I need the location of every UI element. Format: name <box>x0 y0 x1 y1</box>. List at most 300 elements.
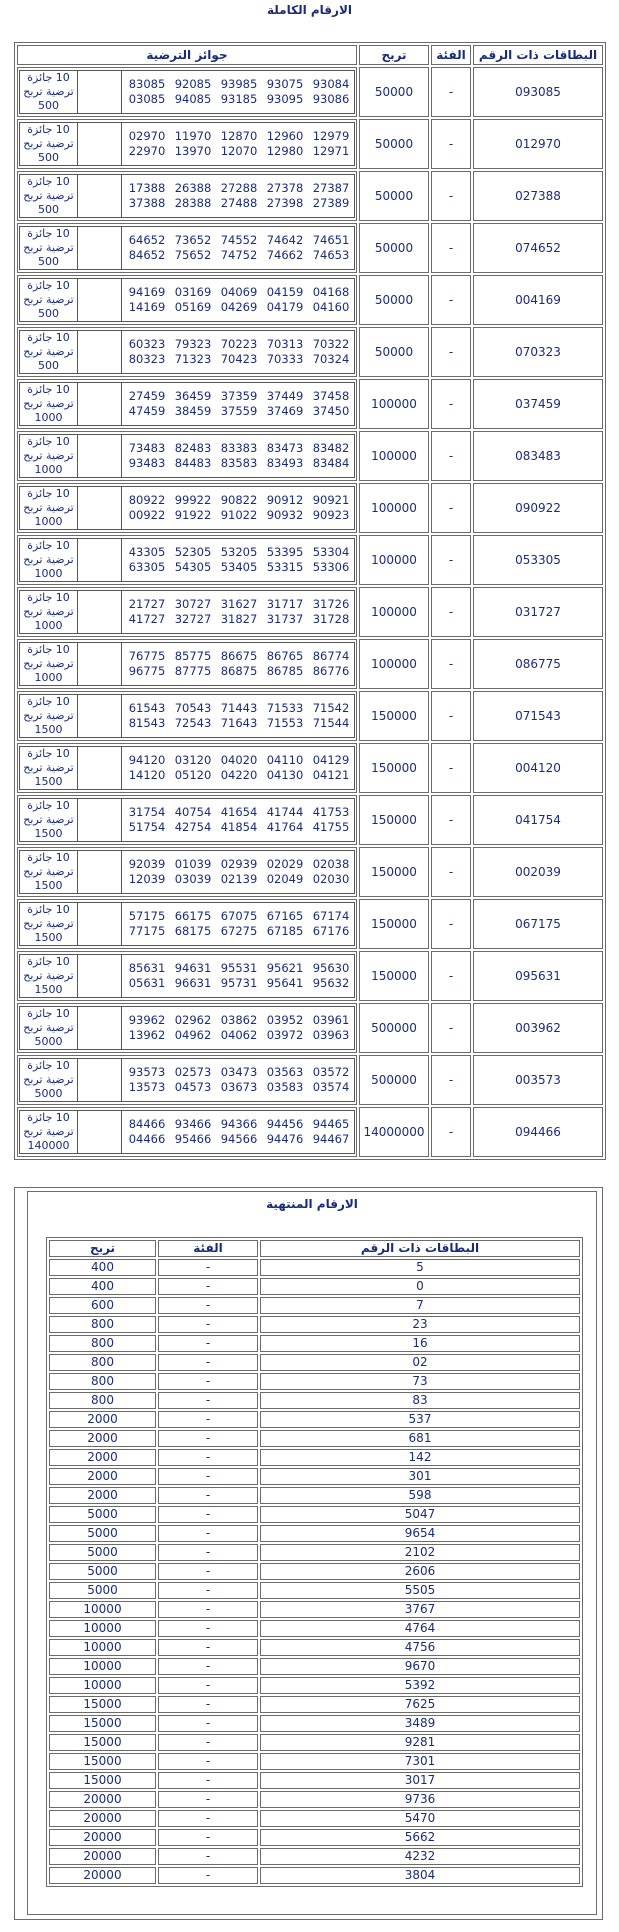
category: - <box>431 483 471 533</box>
consolation-number: 54305 <box>174 560 212 574</box>
consolation-label-line: ترضية تربح <box>23 137 74 150</box>
consolation-label-line: 1000 <box>34 567 63 580</box>
ending-numbers-title: الارقام المنتهية <box>266 1197 358 1211</box>
consolation-number: 05631 <box>128 976 166 990</box>
consolation-number: 04159 <box>266 285 304 299</box>
consolation-number: 00922 <box>128 508 166 522</box>
consolation-label-line: 5000 <box>34 1087 63 1100</box>
consolation-numbers <box>122 279 354 321</box>
consolation-number: 02939 <box>220 857 258 871</box>
ending-category: - <box>158 1506 258 1523</box>
header-card: البطاقات ذات الرقم <box>473 45 603 65</box>
table-row <box>49 1563 580 1580</box>
win-amount: 100000 <box>359 483 429 533</box>
table-row <box>17 847 603 897</box>
consolation-label-text <box>23 591 73 633</box>
ending-category: - <box>158 1316 258 1333</box>
empty-cell <box>77 955 122 997</box>
consolation-label-line: 10 جائزة <box>27 1059 70 1072</box>
consolation-numbers <box>122 123 354 165</box>
consolation-number: 86675 <box>220 649 258 663</box>
table-row <box>17 379 603 429</box>
consolation-box <box>19 850 355 894</box>
ending-win-amount: 20000 <box>49 1848 156 1865</box>
consolation-number: 36459 <box>174 389 212 403</box>
category: - <box>431 67 471 117</box>
empty-cell <box>77 71 122 113</box>
consolation-number: 02029 <box>266 857 304 871</box>
consolation-number: 02049 <box>266 872 304 886</box>
win-amount: 150000 <box>359 795 429 845</box>
consolation-cell <box>17 847 357 897</box>
consolation-numbers <box>122 591 354 633</box>
win-amount: 100000 <box>359 535 429 585</box>
ending-category: - <box>158 1373 258 1390</box>
consolation-label-line: ترضية تربح <box>23 293 74 306</box>
consolation-label <box>20 487 77 529</box>
ending-card-number: 537 <box>260 1411 580 1428</box>
consolation-number: 94120 <box>128 753 166 767</box>
consolation-number: 03963 <box>312 1028 350 1042</box>
ending-win-amount: 5000 <box>49 1525 156 1542</box>
ending-card-number: 5 <box>260 1259 580 1276</box>
consolation-cell <box>17 639 357 689</box>
consolation-number: 02962 <box>174 1013 212 1027</box>
consolation-numbers <box>122 799 354 841</box>
consolation-number: 60323 <box>128 337 166 351</box>
ending-win-amount: 20000 <box>49 1810 156 1827</box>
ending-card-number: 4232 <box>260 1848 580 1865</box>
empty-cell <box>77 227 122 269</box>
ending-card-number: 5470 <box>260 1810 580 1827</box>
win-amount: 150000 <box>359 743 429 793</box>
consolation-numbers <box>122 1111 354 1153</box>
consolation-number: 79323 <box>174 337 212 351</box>
consolation-number: 90912 <box>266 493 304 507</box>
consolation-box <box>19 434 355 478</box>
consolation-number: 72543 <box>174 716 212 730</box>
consolation-number: 01039 <box>174 857 212 871</box>
consolation-label-line: ترضية تربح <box>23 657 74 670</box>
consolation-box <box>19 1058 355 1102</box>
card-number: 041754 <box>473 795 603 845</box>
table-row <box>17 1055 603 1105</box>
consolation-label-text <box>23 695 73 737</box>
consolation-cell <box>17 119 357 169</box>
ending-category: - <box>158 1411 258 1428</box>
consolation-number: 93075 <box>266 77 304 91</box>
consolation-number: 83583 <box>220 456 258 470</box>
empty-cell <box>77 1007 122 1049</box>
table-row <box>17 951 603 1001</box>
category: - <box>431 223 471 273</box>
consolation-label-line: 1500 <box>34 983 63 996</box>
consolation-cell <box>17 223 357 273</box>
consolation-number: 53405 <box>220 560 258 574</box>
consolation-number: 94465 <box>312 1117 350 1131</box>
category: - <box>431 795 471 845</box>
consolation-number: 40754 <box>174 805 212 819</box>
win-amount: 100000 <box>359 431 429 481</box>
consolation-box <box>19 954 355 998</box>
category: - <box>431 171 471 221</box>
ending-card-number: 142 <box>260 1449 580 1466</box>
consolation-label-text <box>23 903 73 945</box>
consolation-label <box>20 435 77 477</box>
consolation-number: 94566 <box>220 1132 258 1146</box>
consolation-label <box>20 123 77 165</box>
consolation-number: 63305 <box>128 560 166 574</box>
ending-card-number: 9670 <box>260 1658 580 1675</box>
consolation-number: 51754 <box>128 820 166 834</box>
win-amount: 50000 <box>359 67 429 117</box>
card-number: 012970 <box>473 119 603 169</box>
ending-win-amount: 10000 <box>49 1677 156 1694</box>
table-row <box>49 1449 580 1466</box>
consolation-number: 31728 <box>312 612 350 626</box>
ending-card-number: 9281 <box>260 1734 580 1751</box>
ending-card-number: 598 <box>260 1487 580 1504</box>
consolation-number: 41755 <box>312 820 350 834</box>
consolation-number: 83484 <box>312 456 350 470</box>
card-number: 095631 <box>473 951 603 1001</box>
empty-cell <box>77 695 122 737</box>
consolation-number: 71323 <box>174 352 212 366</box>
consolation-number: 67165 <box>266 909 304 923</box>
consolation-label-line: 10 جائزة <box>27 643 70 656</box>
ending-category: - <box>158 1601 258 1618</box>
consolation-label <box>20 851 77 893</box>
win-amount: 150000 <box>359 847 429 897</box>
empty-cell <box>77 331 122 373</box>
consolation-number: 53395 <box>266 545 304 559</box>
ending-category: - <box>158 1772 258 1789</box>
consolation-number: 47459 <box>128 404 166 418</box>
consolation-number: 83482 <box>312 441 350 455</box>
consolation-cell <box>17 1107 357 1157</box>
consolation-label-line: 500 <box>38 307 59 320</box>
table-row <box>49 1544 580 1561</box>
consolation-label-text <box>23 1111 73 1153</box>
consolation-label-text <box>23 955 73 997</box>
ending-win-amount: 5000 <box>49 1582 156 1599</box>
consolation-label-line: ترضية تربح <box>23 917 74 930</box>
ending-header-category: الفئة <box>158 1240 258 1257</box>
table-row <box>17 275 603 325</box>
consolation-label-line: 500 <box>38 359 59 372</box>
ending-win-amount: 2000 <box>49 1449 156 1466</box>
consolation-number: 02573 <box>174 1065 212 1079</box>
consolation-number: 74552 <box>220 233 258 247</box>
consolation-number: 90822 <box>220 493 258 507</box>
consolation-label-line: 10 جائزة <box>27 331 70 344</box>
consolation-number: 53304 <box>312 545 350 559</box>
consolation-number: 74662 <box>266 248 304 262</box>
table-row <box>49 1753 580 1770</box>
consolation-label-line: 10 جائزة <box>27 799 70 812</box>
consolation-number: 30727 <box>174 597 212 611</box>
card-number: 004169 <box>473 275 603 325</box>
consolation-number: 80323 <box>128 352 166 366</box>
consolation-number: 93095 <box>266 92 304 106</box>
consolation-number: 03085 <box>128 92 166 106</box>
consolation-number: 90921 <box>312 493 350 507</box>
consolation-label-text <box>23 331 73 373</box>
consolation-label-text <box>23 487 73 529</box>
ending-table-header <box>49 1240 580 1257</box>
consolation-number: 03862 <box>220 1013 258 1027</box>
ending-category: - <box>158 1791 258 1808</box>
consolation-number: 73652 <box>174 233 212 247</box>
consolation-number: 95630 <box>312 961 350 975</box>
category: - <box>431 327 471 377</box>
consolation-number: 04062 <box>220 1028 258 1042</box>
consolation-number: 94467 <box>312 1132 350 1146</box>
consolation-number: 37449 <box>266 389 304 403</box>
consolation-number: 31627 <box>220 597 258 611</box>
consolation-number: 27387 <box>312 181 350 195</box>
consolation-number: 66175 <box>174 909 212 923</box>
ending-category: - <box>158 1734 258 1751</box>
full-numbers-title: الارقام الكاملة <box>266 3 352 17</box>
consolation-box <box>19 70 355 114</box>
consolation-number: 95632 <box>312 976 350 990</box>
consolation-cell <box>17 795 357 845</box>
consolation-number: 68175 <box>174 924 212 938</box>
consolation-number: 41654 <box>220 805 258 819</box>
table-row <box>49 1278 580 1295</box>
consolation-number: 37359 <box>220 389 258 403</box>
table-row <box>17 171 603 221</box>
consolation-number: 71542 <box>312 701 350 715</box>
category: - <box>431 691 471 741</box>
consolation-cell <box>17 327 357 377</box>
header-win: تربح <box>359 45 429 65</box>
ending-card-number: 5047 <box>260 1506 580 1523</box>
ending-header-card: البطاقات ذات الرقم <box>260 1240 580 1257</box>
ending-win-amount: 2000 <box>49 1430 156 1447</box>
consolation-number: 93962 <box>128 1013 166 1027</box>
consolation-number: 22970 <box>128 144 166 158</box>
ending-card-number: 681 <box>260 1430 580 1447</box>
consolation-label-line: 1000 <box>34 515 63 528</box>
ending-card-number: 5392 <box>260 1677 580 1694</box>
consolation-label-line: 1500 <box>34 827 63 840</box>
consolation-numbers <box>122 643 354 685</box>
consolation-label-line: 10 جائزة <box>27 539 70 552</box>
consolation-label-line: ترضية تربح <box>23 969 74 982</box>
consolation-cell <box>17 431 357 481</box>
card-number: 031727 <box>473 587 603 637</box>
consolation-cell <box>17 743 357 793</box>
category: - <box>431 951 471 1001</box>
card-number: 003573 <box>473 1055 603 1105</box>
ending-win-amount: 800 <box>49 1392 156 1409</box>
consolation-label-line: 500 <box>38 99 59 112</box>
consolation-number: 21727 <box>128 597 166 611</box>
category: - <box>431 119 471 169</box>
consolation-number: 70223 <box>220 337 258 351</box>
consolation-numbers <box>122 695 354 737</box>
consolation-numbers <box>122 383 354 425</box>
consolation-number: 94085 <box>174 92 212 106</box>
ending-card-number: 5662 <box>260 1829 580 1846</box>
ending-card-number: 2606 <box>260 1563 580 1580</box>
ending-category: - <box>158 1430 258 1447</box>
table-row <box>49 1677 580 1694</box>
consolation-number: 11970 <box>174 129 212 143</box>
consolation-number: 86765 <box>266 649 304 663</box>
full-table-header <box>17 45 603 65</box>
consolation-number: 14169 <box>128 300 166 314</box>
category: - <box>431 1003 471 1053</box>
consolation-box <box>19 798 355 842</box>
ending-category: - <box>158 1392 258 1409</box>
consolation-number: 03120 <box>174 753 212 767</box>
empty-cell <box>77 747 122 789</box>
consolation-label-line: 10 جائزة <box>27 695 70 708</box>
ending-card-number: 9654 <box>260 1525 580 1542</box>
consolation-label-line: 10 جائزة <box>27 1111 70 1124</box>
ending-category: - <box>158 1810 258 1827</box>
consolation-number: 86776 <box>312 664 350 678</box>
consolation-number: 94456 <box>266 1117 304 1131</box>
consolation-number: 96631 <box>174 976 212 990</box>
ending-win-amount: 2000 <box>49 1487 156 1504</box>
consolation-number: 82483 <box>174 441 212 455</box>
table-row <box>49 1411 580 1428</box>
consolation-number: 53205 <box>220 545 258 559</box>
consolation-label-line: ترضية تربح <box>23 449 74 462</box>
ending-card-number: 16 <box>260 1335 580 1352</box>
consolation-label-line: 10 جائزة <box>27 903 70 916</box>
consolation-label <box>20 227 77 269</box>
table-row <box>17 795 603 845</box>
consolation-number: 94631 <box>174 961 212 975</box>
ending-card-number: 301 <box>260 1468 580 1485</box>
consolation-number: 83493 <box>266 456 304 470</box>
consolation-number: 17388 <box>128 181 166 195</box>
consolation-number: 52305 <box>174 545 212 559</box>
table-row <box>49 1772 580 1789</box>
consolation-number: 31717 <box>266 597 304 611</box>
consolation-label-text <box>23 1007 73 1049</box>
consolation-cell <box>17 535 357 585</box>
consolation-number: 38459 <box>174 404 212 418</box>
consolation-number: 84466 <box>128 1117 166 1131</box>
consolation-number: 70322 <box>312 337 350 351</box>
consolation-number: 95531 <box>220 961 258 975</box>
category: - <box>431 743 471 793</box>
card-number: 090922 <box>473 483 603 533</box>
ending-category: - <box>158 1259 258 1276</box>
table-row <box>17 1003 603 1053</box>
consolation-number: 03473 <box>220 1065 258 1079</box>
consolation-label-line: 1500 <box>34 723 63 736</box>
ending-category: - <box>158 1867 258 1884</box>
ending-category: - <box>158 1753 258 1770</box>
ending-win-amount: 800 <box>49 1335 156 1352</box>
ending-card-number: 02 <box>260 1354 580 1371</box>
ending-card-number: 2102 <box>260 1544 580 1561</box>
consolation-label-line: 10 جائزة <box>27 227 70 240</box>
consolation-number: 74642 <box>266 233 304 247</box>
win-amount: 100000 <box>359 379 429 429</box>
consolation-cell <box>17 587 357 637</box>
card-number: 070323 <box>473 327 603 377</box>
consolation-label-line: 10 جائزة <box>27 955 70 968</box>
table-row <box>17 119 603 169</box>
consolation-number: 93086 <box>312 92 350 106</box>
ending-win-amount: 5000 <box>49 1506 156 1523</box>
card-number: 083483 <box>473 431 603 481</box>
win-amount: 150000 <box>359 691 429 741</box>
consolation-number: 37469 <box>266 404 304 418</box>
ending-card-number: 3489 <box>260 1715 580 1732</box>
consolation-label-line: 1500 <box>34 931 63 944</box>
ending-win-amount: 10000 <box>49 1639 156 1656</box>
win-amount: 50000 <box>359 327 429 377</box>
ending-card-number: 73 <box>260 1373 580 1390</box>
ending-category: - <box>158 1696 258 1713</box>
consolation-label-line: ترضية تربح <box>23 501 74 514</box>
consolation-number: 31827 <box>220 612 258 626</box>
table-row <box>49 1392 580 1409</box>
consolation-number: 31737 <box>266 612 304 626</box>
ending-win-amount: 400 <box>49 1278 156 1295</box>
consolation-number: 31726 <box>312 597 350 611</box>
consolation-number: 03563 <box>266 1065 304 1079</box>
ending-win-amount: 10000 <box>49 1601 156 1618</box>
consolation-number: 03673 <box>220 1080 258 1094</box>
consolation-label-line: ترضية تربح <box>23 241 74 254</box>
consolation-number: 41753 <box>312 805 350 819</box>
consolation-number: 74651 <box>312 233 350 247</box>
consolation-number: 93985 <box>220 77 258 91</box>
empty-cell <box>77 1059 122 1101</box>
consolation-label-line: ترضية تربح <box>23 761 74 774</box>
card-number: 093085 <box>473 67 603 117</box>
ending-card-number: 7625 <box>260 1696 580 1713</box>
ending-category: - <box>158 1297 258 1314</box>
consolation-number: 70543 <box>174 701 212 715</box>
table-row <box>49 1715 580 1732</box>
consolation-number: 12960 <box>266 129 304 143</box>
consolation-numbers <box>122 331 354 373</box>
consolation-label-line: ترضية تربح <box>23 1021 74 1034</box>
header-category: الفئة <box>431 45 471 65</box>
empty-cell <box>77 643 122 685</box>
consolation-number: 27459 <box>128 389 166 403</box>
consolation-label-line: 10 جائزة <box>27 383 70 396</box>
card-number: 027388 <box>473 171 603 221</box>
table-row <box>49 1297 580 1314</box>
consolation-number: 67174 <box>312 909 350 923</box>
win-amount: 50000 <box>359 171 429 221</box>
consolation-box <box>19 174 355 218</box>
card-number: 004120 <box>473 743 603 793</box>
consolation-label-line: 10 جائزة <box>27 175 70 188</box>
consolation-number: 03972 <box>266 1028 304 1042</box>
card-number: 002039 <box>473 847 603 897</box>
card-number: 037459 <box>473 379 603 429</box>
consolation-number: 83383 <box>220 441 258 455</box>
consolation-number: 05120 <box>174 768 212 782</box>
ending-win-amount: 15000 <box>49 1696 156 1713</box>
consolation-number: 02139 <box>220 872 258 886</box>
ending-card-number: 3804 <box>260 1867 580 1884</box>
ending-card-number: 4764 <box>260 1620 580 1637</box>
